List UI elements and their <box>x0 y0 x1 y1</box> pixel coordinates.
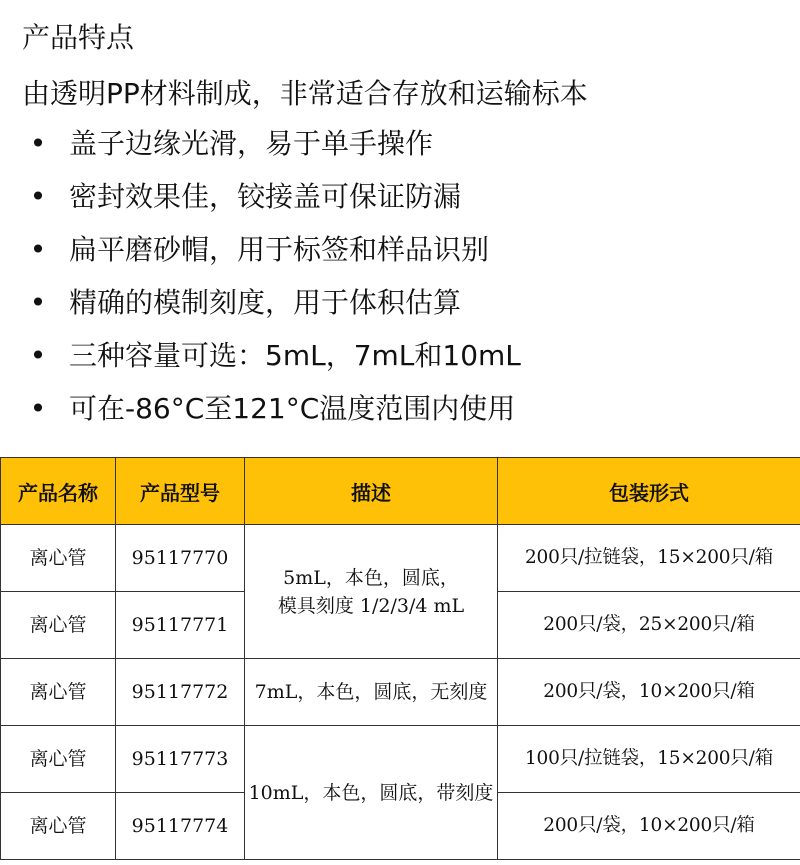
features-intro: 由透明PP材料制成，非常适合存放和运输标本 <box>22 77 588 110</box>
cell-product-model: 95117774 <box>116 793 245 860</box>
header-product-model: 产品型号 <box>116 458 245 525</box>
feature-text: 精确的模制刻度，用于体积估算 <box>69 286 462 319</box>
bullet-icon: • <box>29 392 47 425</box>
table-header-row <box>1 458 800 525</box>
bullet-icon: • <box>29 339 47 372</box>
cell-description: 7mL，本色，圆底，无刻度 <box>245 659 498 726</box>
table-row <box>1 659 800 726</box>
bullet-icon: • <box>29 233 47 266</box>
feature-text: 可在-86°C至121°C温度范围内使用 <box>69 392 516 425</box>
cell-description: 5mL，本色，圆底， 模具刻度 1/2/3/4 mL <box>245 525 498 659</box>
bullet-icon: • <box>29 127 47 160</box>
bullet-icon: • <box>29 180 47 213</box>
cell-packaging: 200只/袋，10×200只/箱 <box>498 659 800 726</box>
features-title: 产品特点 <box>22 21 135 54</box>
cell-packaging: 100只/拉链袋，15×200只/箱 <box>498 726 800 793</box>
cell-product-name: 离心管 <box>1 793 116 860</box>
cell-product-model: 95117773 <box>116 726 245 793</box>
feature-text: 三种容量可选：5mL，7mL和10mL <box>69 339 521 372</box>
feature-text: 盖子边缘光滑，易于单手操作 <box>69 127 434 160</box>
cell-product-name: 离心管 <box>1 525 116 592</box>
cell-product-name: 离心管 <box>1 592 116 659</box>
cell-product-model: 95117770 <box>116 525 245 592</box>
cell-description: 10mL，本色，圆底，带刻度 <box>245 726 498 860</box>
product-table <box>0 457 800 860</box>
cell-packaging: 200只/拉链袋，15×200只/箱 <box>498 525 800 592</box>
table-row <box>1 726 800 793</box>
header-description: 描述 <box>245 458 498 525</box>
table-row <box>1 525 800 592</box>
cell-product-model: 95117771 <box>116 592 245 659</box>
cell-product-model: 95117772 <box>116 659 245 726</box>
cell-packaging: 200只/袋，10×200只/箱 <box>498 793 800 860</box>
feature-text: 密封效果佳，铰接盖可保证防漏 <box>69 180 462 213</box>
header-packaging: 包装形式 <box>498 458 800 525</box>
header-product-name: 产品名称 <box>1 458 116 525</box>
bullet-icon: • <box>29 286 47 319</box>
cell-packaging: 200只/袋，25×200只/箱 <box>498 592 800 659</box>
cell-product-name: 离心管 <box>1 659 116 726</box>
cell-product-name: 离心管 <box>1 726 116 793</box>
feature-text: 扁平磨砂帽，用于标签和样品识别 <box>69 233 490 266</box>
